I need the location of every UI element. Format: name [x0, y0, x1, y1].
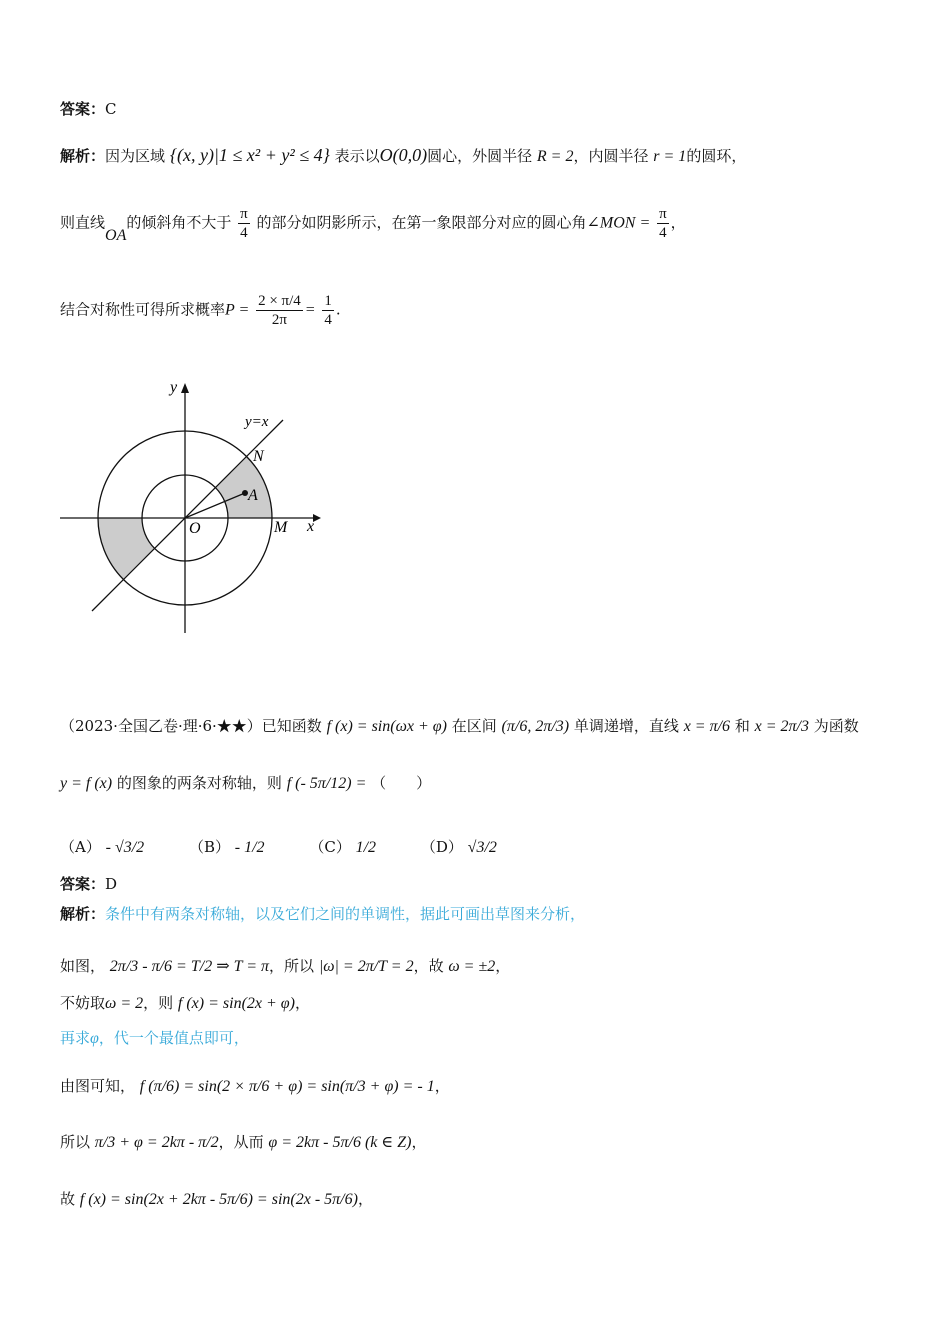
target-value: f (- 5π/12) = [286, 775, 367, 792]
answer-label: 答案： [60, 100, 106, 118]
line-OA: OA [105, 226, 127, 244]
num: 1 [324, 293, 332, 309]
probability-fraction [256, 292, 303, 329]
text: ， [411, 1133, 427, 1151]
text: ，则 [143, 994, 174, 1012]
solution-line-3 [60, 1075, 450, 1096]
analysis-hint-2 [60, 1027, 249, 1048]
option-value: 1/2 [355, 839, 377, 856]
option-label: （C） [309, 838, 351, 856]
den: 4 [240, 225, 248, 241]
solution-line-4 [60, 1131, 426, 1152]
text: ，内圆半径 [573, 147, 649, 165]
option-label: （A） [60, 838, 101, 856]
text: 不妨取 [60, 994, 106, 1012]
analysis-label: 解析： [60, 905, 106, 923]
omega-abs: |ω| = 2π/T = 2 [318, 958, 414, 975]
text: 由图可知， [60, 1077, 136, 1095]
inner-radius: r = 1 [653, 148, 687, 165]
fraction-pi-over-4 [657, 205, 669, 242]
equals: = [304, 301, 316, 319]
den: 4 [324, 312, 332, 328]
question-line-1 [60, 715, 859, 736]
annulus-figure [55, 375, 335, 640]
text: 为函数 [813, 717, 859, 735]
fraction-pi-over-4 [238, 205, 250, 242]
phi-equation: π/3 + φ = 2kπ - π/2 [94, 1134, 219, 1151]
text: 的倾斜角不大于 [126, 213, 232, 232]
text: 的部分如阴影所示，在第一象限部分对应的圆心角 [256, 213, 587, 232]
function-form: f (x) = sin(2x + φ) [177, 995, 295, 1012]
interval: (π/6, 2π/3) [501, 718, 570, 735]
answer-line-1 [60, 98, 117, 119]
x-arrow [313, 514, 321, 522]
prob-label: P = [225, 301, 250, 319]
final-function: f (x) = sin(2x + 2kπ - 5π/6) = sin(2x - 5π/6) [79, 1191, 358, 1208]
O-label: O [189, 520, 201, 537]
outer-radius: R = 2 [536, 148, 574, 165]
den: 2π [271, 312, 287, 328]
text: 在区间 [451, 717, 497, 735]
option-value: - 1/2 [234, 839, 265, 856]
period-calc: 2π/3 - π/6 = T/2 ⇒ T = π [109, 958, 270, 975]
answer-line-2 [60, 873, 117, 894]
text: 则直线 [60, 213, 106, 232]
option-d[interactable] [421, 836, 497, 857]
line-label: y=x [245, 414, 269, 430]
answer-value: D [105, 875, 118, 893]
num: π [240, 206, 248, 222]
shaded-region-q1 [216, 457, 272, 519]
text: 单调递增，直线 [573, 717, 679, 735]
axis-1: x = π/6 [683, 718, 731, 735]
text: 的圆环， [686, 147, 747, 165]
options-row [60, 836, 537, 857]
hint-text: 条件中有两条对称轴，以及它们之间的单调性，据此可画出草图来分析， [105, 905, 586, 923]
text: ，从而 [218, 1133, 264, 1151]
region-set: {(x, y)|1 ≤ x² + y² ≤ 4} [169, 145, 330, 165]
function-y: y = f (x) [60, 775, 113, 792]
A-label: A [248, 487, 258, 504]
den: 4 [659, 225, 667, 241]
x-label: x [307, 518, 315, 535]
function-def: f (x) = sin(ωx + φ) [326, 718, 447, 735]
analysis-line-2 [60, 205, 686, 242]
phi-symbol: φ [90, 1030, 99, 1047]
question-intro: （2023·全国乙卷·理·6·★★）已知函数 [60, 717, 322, 735]
text: 如图， [60, 957, 106, 975]
angle-MON: ∠MON = [586, 214, 651, 232]
solution-line-5 [60, 1188, 373, 1209]
option-a[interactable] [60, 836, 144, 857]
hint-text: 再求 [60, 1029, 91, 1047]
extremum-calc: f (π/6) = sin(2 × π/6 + φ) = sin(π/3 + φ) = - 1 [139, 1078, 435, 1095]
text: 结合对称性可得所求概率 [60, 300, 226, 319]
phi-solution: φ = 2kπ - 5π/6 (k ∈ Z) [268, 1134, 412, 1151]
text: 的图象的两条对称轴，则 [116, 774, 282, 792]
text: ， [294, 994, 310, 1012]
question-line-2 [60, 772, 431, 793]
solution-line-1 [60, 955, 510, 976]
shaded-region-q3 [98, 518, 154, 580]
hint-text: ，代一个最值点即可， [98, 1029, 249, 1047]
text: 和 [734, 717, 750, 735]
N-label: N [253, 448, 264, 465]
text: 因为区域 [105, 147, 166, 165]
text: ，故 [413, 957, 444, 975]
option-b[interactable] [189, 836, 265, 857]
omega-value: ω = ±2 [448, 958, 496, 975]
y-label: y [170, 379, 178, 396]
num: 2 × π/4 [258, 293, 301, 309]
fraction-one-quarter [322, 292, 334, 329]
answer-label: 答案： [60, 875, 106, 893]
option-value: √3/2 [467, 839, 497, 856]
answer-value: C [105, 100, 117, 118]
option-label: （D） [420, 838, 463, 856]
num: π [659, 206, 667, 222]
text: 表示以 [334, 147, 380, 165]
text: 所以 [60, 1133, 91, 1151]
text: ， [434, 1077, 450, 1095]
option-c[interactable] [309, 836, 376, 857]
text: ， [357, 1190, 373, 1208]
analysis-line-1 [60, 145, 746, 166]
origin: O(0,0) [379, 145, 428, 165]
text: ， [670, 213, 686, 232]
analysis-line-3 [60, 292, 341, 329]
text: ，所以 [269, 957, 315, 975]
M-label: M [274, 519, 288, 536]
option-value: - √3/2 [105, 839, 145, 856]
analysis-hint-1 [60, 903, 585, 924]
blank: （ ） [371, 774, 432, 792]
text: 故 [60, 1190, 76, 1208]
solution-line-2 [60, 992, 310, 1013]
axis-2: x = 2π/3 [754, 718, 809, 735]
y-arrow [181, 383, 189, 393]
option-label: （B） [188, 838, 230, 856]
analysis-label: 解析： [60, 147, 106, 165]
text: . [335, 300, 341, 319]
text: ， [495, 957, 511, 975]
omega-choice: ω = 2 [105, 995, 144, 1012]
text: 圆心，外圆半径 [427, 147, 533, 165]
